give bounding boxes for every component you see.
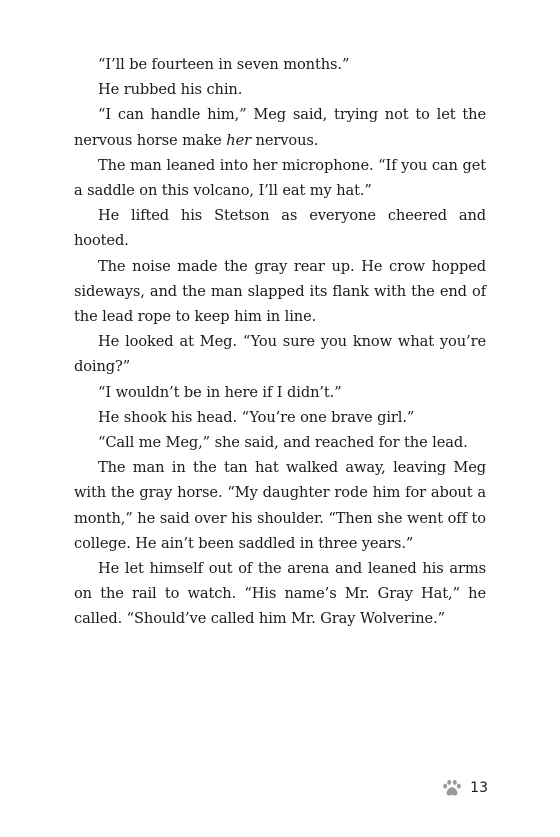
paragraph-text: “I can handle him,” Meg said, trying not to let the nervous horse make: [74, 106, 486, 149]
paragraph-text: “Call me Meg,” she said, and reached for the lead.: [98, 434, 468, 452]
page-number: 13: [470, 780, 488, 796]
paragraph: [74, 77, 486, 102]
paragraph-text: He lifted his Stetson as everyone cheered and hooted.: [74, 207, 486, 250]
emphasized-text: her: [226, 131, 251, 149]
paragraph: [74, 254, 486, 330]
paragraph-text: “I wouldn’t be in here if I didn’t.”: [98, 383, 342, 401]
paragraph-text: He shook his head. “You’re one brave girl.”: [98, 408, 415, 426]
paragraph: [74, 52, 486, 77]
paragraph: [74, 380, 486, 405]
paragraph-text: The man leaned into her microphone. “If you can get a saddle on this volcano, I’ll eat my hat.”: [74, 156, 486, 200]
paragraph: [74, 556, 486, 632]
paragraph: [74, 153, 486, 203]
paragraph-text: He rubbed his chin.: [98, 81, 243, 99]
paragraph-text: The noise made the gray rear up. He crow hopped sideways, and the man slapped its flank with the end of the lead rope to keep him in line.: [74, 257, 486, 326]
page-footer: [442, 779, 488, 797]
paragraph-text: He looked at Meg. “You sure you know what you’re doing?”: [74, 333, 486, 376]
paragraph-text: The man in the tan hat walked away, leaving Meg with the gray horse. “My daughter rode him for about a month,” he said over his shoulder. “Then she went off to college. He ain’t been saddled in three years.”: [74, 459, 486, 552]
paragraph-text: nervous.: [250, 131, 319, 149]
paragraph-text: “I’ll be fourteen in seven months.”: [98, 56, 350, 73]
paragraph: [74, 102, 486, 152]
paragraph: [74, 405, 486, 430]
paragraph: [74, 329, 486, 379]
paragraph: [74, 203, 486, 253]
body-text: [74, 52, 486, 632]
paragraph: [74, 430, 486, 455]
paragraph: [74, 455, 486, 556]
paw-print-icon: [442, 779, 462, 797]
paragraph-text: He let himself out of the arena and leaned his arms on the rail to watch. “His name’s Mr. Gray Hat,” he called. “Should’ve called him Mr. Gray Wolverine.”: [74, 560, 486, 628]
